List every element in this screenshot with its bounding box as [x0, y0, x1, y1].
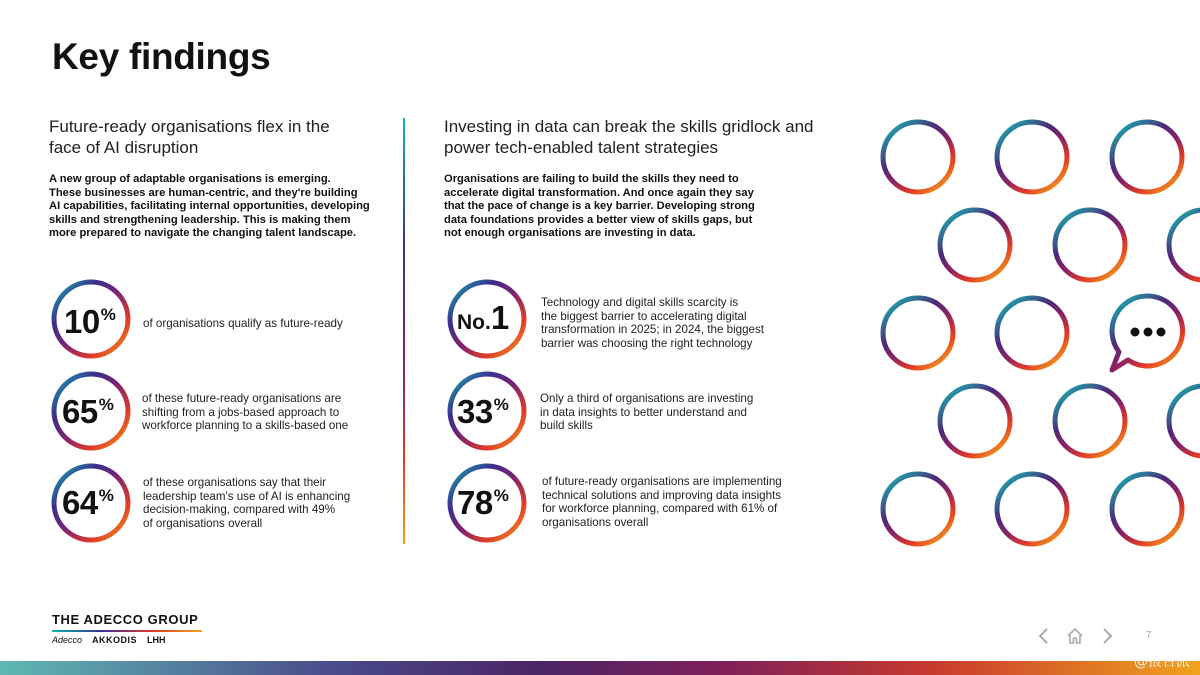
decorative-circle: [993, 294, 1071, 372]
stat-description: of future-ready organisations are implementing technical solutions and improving data insights for workforce planning, compared with 61% of organisations overall: [542, 475, 782, 529]
decorative-circle: [993, 118, 1071, 196]
column-divider: [403, 118, 405, 544]
chat-bubble-icon: [1104, 292, 1190, 374]
decorative-circle: [1108, 470, 1186, 548]
brand-lhh: LHH: [147, 635, 166, 645]
left-heading: Future-ready organisations flex in the face of AI disruption: [49, 117, 330, 157]
adecco-group-logo: [52, 612, 202, 645]
stat-value: 10 %: [64, 303, 116, 340]
stat-value: 64 %: [62, 484, 114, 521]
logo-brands: [52, 635, 202, 645]
chevron-left-icon: [1037, 627, 1049, 645]
right-intro: Organisations are failing to build the skills they need to accelerate digital transformation. And once again they say that the pace of change is a key barrier. Developing strong data foundations provides a better view of skills gaps, but not enough organisations are investing in data.: [444, 173, 755, 240]
brand-adecco: Adecco: [52, 635, 83, 645]
right-heading: Investing in data can break the skills gridlock and power tech-enabled talent strategies: [444, 117, 814, 157]
stat-description: of these future-ready organisations are shifting from a jobs-based approach to workforce planning to a skills-based one: [142, 392, 349, 433]
left-intro: A new group of adaptable organisations is emerging. These businesses are human-centric, and they're building AI capabilities, facilitating internal opportunities, developing skills and strengthening leadership. This is making them more prepared to navigate the changing talent landscape.: [49, 173, 370, 240]
stat-description: Only a third of organisations are investing in data insights to better understand and build skills: [540, 392, 754, 433]
decorative-circle: [1165, 382, 1200, 460]
bottom-gradient-bar: [0, 661, 1200, 675]
home-icon: [1066, 627, 1084, 645]
decorative-circle: [936, 382, 1014, 460]
logo-title: THE ADECCO GROUP: [52, 612, 199, 627]
chevron-right-icon: [1102, 627, 1114, 645]
next-page-button[interactable]: [1097, 626, 1119, 646]
stat-value: 78 %: [457, 484, 509, 521]
stat-description: Technology and digital skills scarcity is the biggest barrier to accelerating digital transformation in 2025; in 2024, the biggest barrier was choosing the right technology: [541, 296, 765, 350]
prev-page-button[interactable]: [1032, 626, 1054, 646]
decorative-circle: [1051, 382, 1129, 460]
watermark: @报告派: [1134, 654, 1190, 670]
decorative-circle: [936, 206, 1014, 284]
page-title: Key findings: [52, 36, 271, 77]
page-number: 7: [1146, 630, 1152, 641]
stat-description: of these organisations say that their leadership team's use of AI is enhancing decision-making, compared with 49% of organisations overall: [143, 476, 351, 530]
decorative-circle: [993, 470, 1071, 548]
decorative-circle: [879, 470, 957, 548]
decorative-circle: [1108, 118, 1186, 196]
stat-value: 65 %: [62, 393, 114, 430]
logo-underline: [52, 630, 202, 632]
decorative-circle: [1051, 206, 1129, 284]
stat-value: No. 1: [457, 299, 509, 336]
home-button[interactable]: [1064, 626, 1086, 646]
stat-description: of organisations qualify as future-ready: [143, 317, 343, 330]
stat-value: 33 %: [457, 393, 509, 430]
decorative-circle: [879, 118, 957, 196]
decorative-circle: [1165, 206, 1200, 284]
brand-akkodis: AKKODIS: [92, 635, 138, 645]
decorative-circle: [879, 294, 957, 372]
